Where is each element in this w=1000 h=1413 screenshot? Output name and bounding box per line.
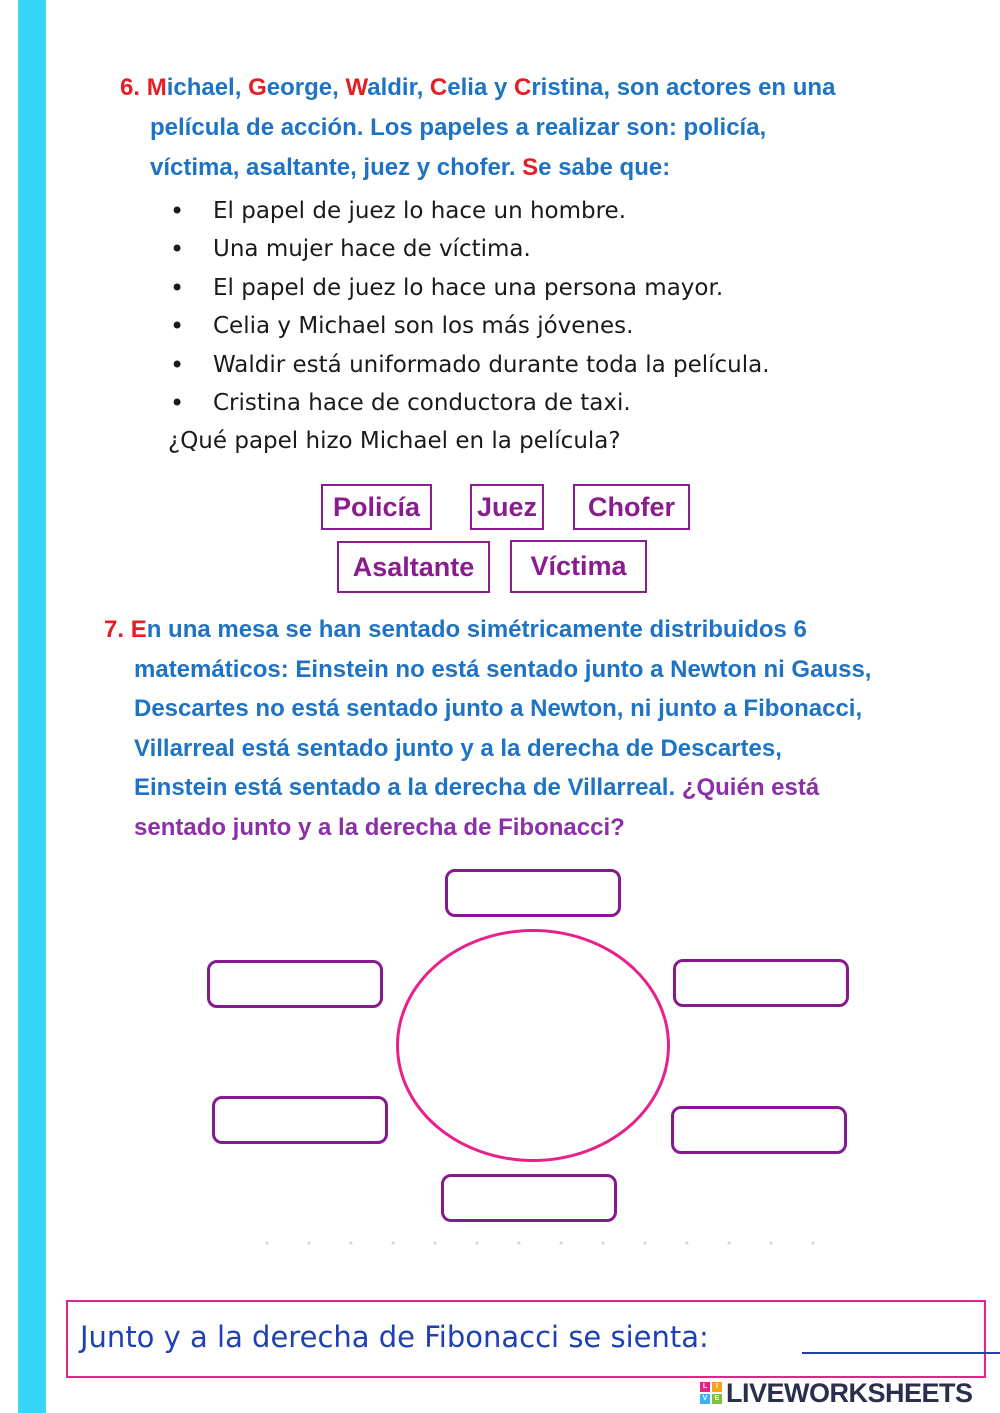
seat-lower-left[interactable]	[212, 1096, 388, 1144]
q6-question: ¿Qué papel hizo Michael en la película?	[168, 428, 621, 454]
seat-top[interactable]	[445, 869, 621, 917]
liveworksheets-wordmark: LIVEWORKSHEETS	[726, 1377, 973, 1408]
option-asaltante[interactable]: Asaltante	[337, 541, 490, 593]
clue-item: • Waldir está uniformado durante toda la película.	[168, 346, 770, 384]
q7-line4: Villarreal está sentado junto y a la derecha de Descartes,	[134, 735, 782, 762]
option-victima[interactable]: Víctima	[510, 540, 647, 593]
clue-item: • El papel de juez lo hace una persona mayor.	[168, 269, 770, 307]
q7-line3: Descartes no está sentado junto a Newton, ni junto a Fibonacci,	[134, 695, 863, 722]
liveworksheets-logo	[700, 1378, 973, 1408]
clue-item: • El papel de juez lo hace un hombre.	[168, 192, 770, 230]
answer-box	[66, 1300, 986, 1378]
seat-upper-left[interactable]	[207, 960, 383, 1008]
option-juez[interactable]: Juez	[470, 484, 544, 530]
answer-blank[interactable]	[802, 1352, 1000, 1354]
dotted-separator	[246, 1241, 846, 1245]
round-table	[396, 929, 670, 1162]
seat-bottom[interactable]	[441, 1174, 617, 1222]
liveworksheets-icon: L I V E	[700, 1382, 722, 1404]
clue-item: • Una mujer hace de víctima.	[168, 230, 770, 268]
q7-line6: sentado junto y a la derecha de Fibonacci?	[134, 814, 625, 841]
clue-item: • Celia y Michael son los más jóvenes.	[168, 307, 770, 345]
q7-line2: matemáticos: Einstein no está sentado junto a Newton ni Gauss,	[134, 656, 872, 683]
q6-line3: víctima, asaltante, juez y chofer. Se sabe que:	[150, 154, 671, 181]
answer-prompt: Junto y a la derecha de Fibonacci se sienta:	[80, 1320, 709, 1354]
option-policia[interactable]: Policía	[321, 484, 432, 530]
q6-clues-list	[168, 192, 770, 422]
seat-lower-right[interactable]	[671, 1106, 847, 1154]
side-accent-bar	[18, 0, 46, 1413]
option-chofer[interactable]: Chofer	[573, 484, 690, 530]
q7-heading: 7. En una mesa se han sentado simétricamente distribuidos 6	[104, 616, 807, 643]
q7-number: 7.	[104, 616, 125, 643]
q7-line5: Einstein está sentado a la derecha de Villarreal. ¿Quién está	[134, 774, 820, 801]
q6-line2: película de acción. Los papeles a realizar son: policía,	[150, 114, 767, 141]
clue-item: • Cristina hace de conductora de taxi.	[168, 384, 770, 422]
q6-heading	[120, 68, 835, 108]
seat-upper-right[interactable]	[673, 959, 849, 1007]
q6-number: 6.	[120, 74, 141, 101]
q6-line1: Michael, George, Waldir, Celia y Cristina, son actores en una	[146, 74, 836, 101]
